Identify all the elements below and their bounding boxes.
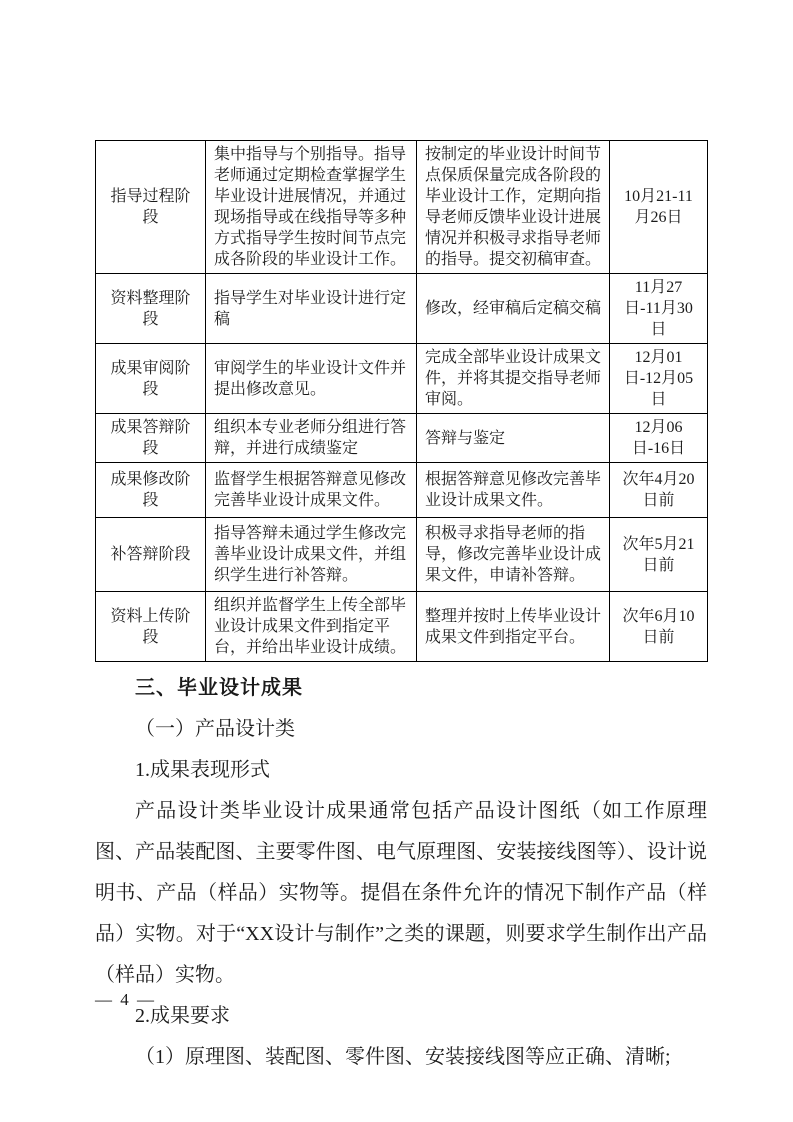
table-row — [96, 274, 708, 344]
phase-name: 资料上传阶段 — [96, 592, 206, 662]
phase-name: 补答辩阶段 — [96, 518, 206, 592]
student-task: 按制定的毕业设计时间节点保质保量完成各阶段的毕业设计工作，定期向指导老师反馈毕业设计进展情况并积极寻求指导老师的指导。提交初稿审查。 — [417, 141, 610, 274]
section-heading: 三、毕业设计成果 — [135, 677, 303, 699]
table-row — [96, 463, 708, 518]
teacher-task: 组织本专业老师分组进行答辩，并进行成绩鉴定 — [206, 414, 417, 463]
body-text-block — [95, 668, 707, 1078]
phase-name: 指导过程阶段 — [96, 141, 206, 274]
paragraph-product-design: 产品设计类毕业设计成果通常包括产品设计图纸（如工作原理图、产品装配图、主要零件图、电气原理图、安装接线图等）、设计说明书、产品（样品）实物等。提倡在条件允许的情况下制作产品（样品）实物。对于“XX设计与制作”之类的课题，则要求学生制作出产品（样品）实物。 — [95, 800, 707, 986]
time-range: 次年6月10日前 — [610, 592, 708, 662]
time-range: 10月21-11月26日 — [610, 141, 708, 274]
time-range: 次年4月20日前 — [610, 463, 708, 518]
requirement-1: （1）原理图、装配图、零件图、安装接线图等应正确、清晰; — [135, 1046, 671, 1068]
table-row — [96, 414, 708, 463]
student-task: 修改，经审稿后定稿交稿 — [417, 274, 610, 344]
teacher-task: 指导答辩未通过学生修改完善毕业设计成果文件，并组织学生进行补答辩。 — [206, 518, 417, 592]
phase-schedule-table — [95, 140, 708, 662]
table-row — [96, 344, 708, 414]
phase-name: 资料整理阶段 — [96, 274, 206, 344]
teacher-task: 审阅学生的毕业设计文件并提出修改意见。 — [206, 344, 417, 414]
student-task: 完成全部毕业设计成果文件，并将其提交指导老师审阅。 — [417, 344, 610, 414]
time-range: 12月01日-12月05日 — [610, 344, 708, 414]
student-task: 积极寻求指导老师的指导，修改完善毕业设计成果文件，申请补答辩。 — [417, 518, 610, 592]
teacher-task: 集中指导与个别指导。指导老师通过定期检查掌握学生毕业设计进展情况，并通过现场指导或在线指导等多种方式指导学生按时间节点完成各阶段的毕业设计工作。 — [206, 141, 417, 274]
phase-name: 成果修改阶段 — [96, 463, 206, 518]
time-range: 11月27日-11月30日 — [610, 274, 708, 344]
teacher-task: 监督学生根据答辩意见修改完善毕业设计成果文件。 — [206, 463, 417, 518]
teacher-task: 组织并监督学生上传全部毕业设计成果文件到指定平台，并给出毕业设计成绩。 — [206, 592, 417, 662]
table-row — [96, 141, 708, 274]
table-row — [96, 518, 708, 592]
student-task: 根据答辩意见修改完善毕业设计成果文件。 — [417, 463, 610, 518]
phase-name: 成果审阅阶段 — [96, 344, 206, 414]
student-task: 整理并按时上传毕业设计成果文件到指定平台。 — [417, 592, 610, 662]
subsection-heading: （一）产品设计类 — [135, 718, 295, 740]
item-2-heading: 2.成果要求 — [135, 1005, 230, 1027]
phase-table-body — [96, 141, 708, 662]
time-range: 12月06日-16日 — [610, 414, 708, 463]
item-1-heading: 1.成果表现形式 — [135, 759, 270, 781]
table-row — [96, 592, 708, 662]
phase-name: 成果答辩阶段 — [96, 414, 206, 463]
time-range: 次年5月21日前 — [610, 518, 708, 592]
teacher-task: 指导学生对毕业设计进行定稿 — [206, 274, 417, 344]
page-number: — 4 — — [95, 990, 156, 1009]
student-task: 答辩与鉴定 — [417, 414, 610, 463]
